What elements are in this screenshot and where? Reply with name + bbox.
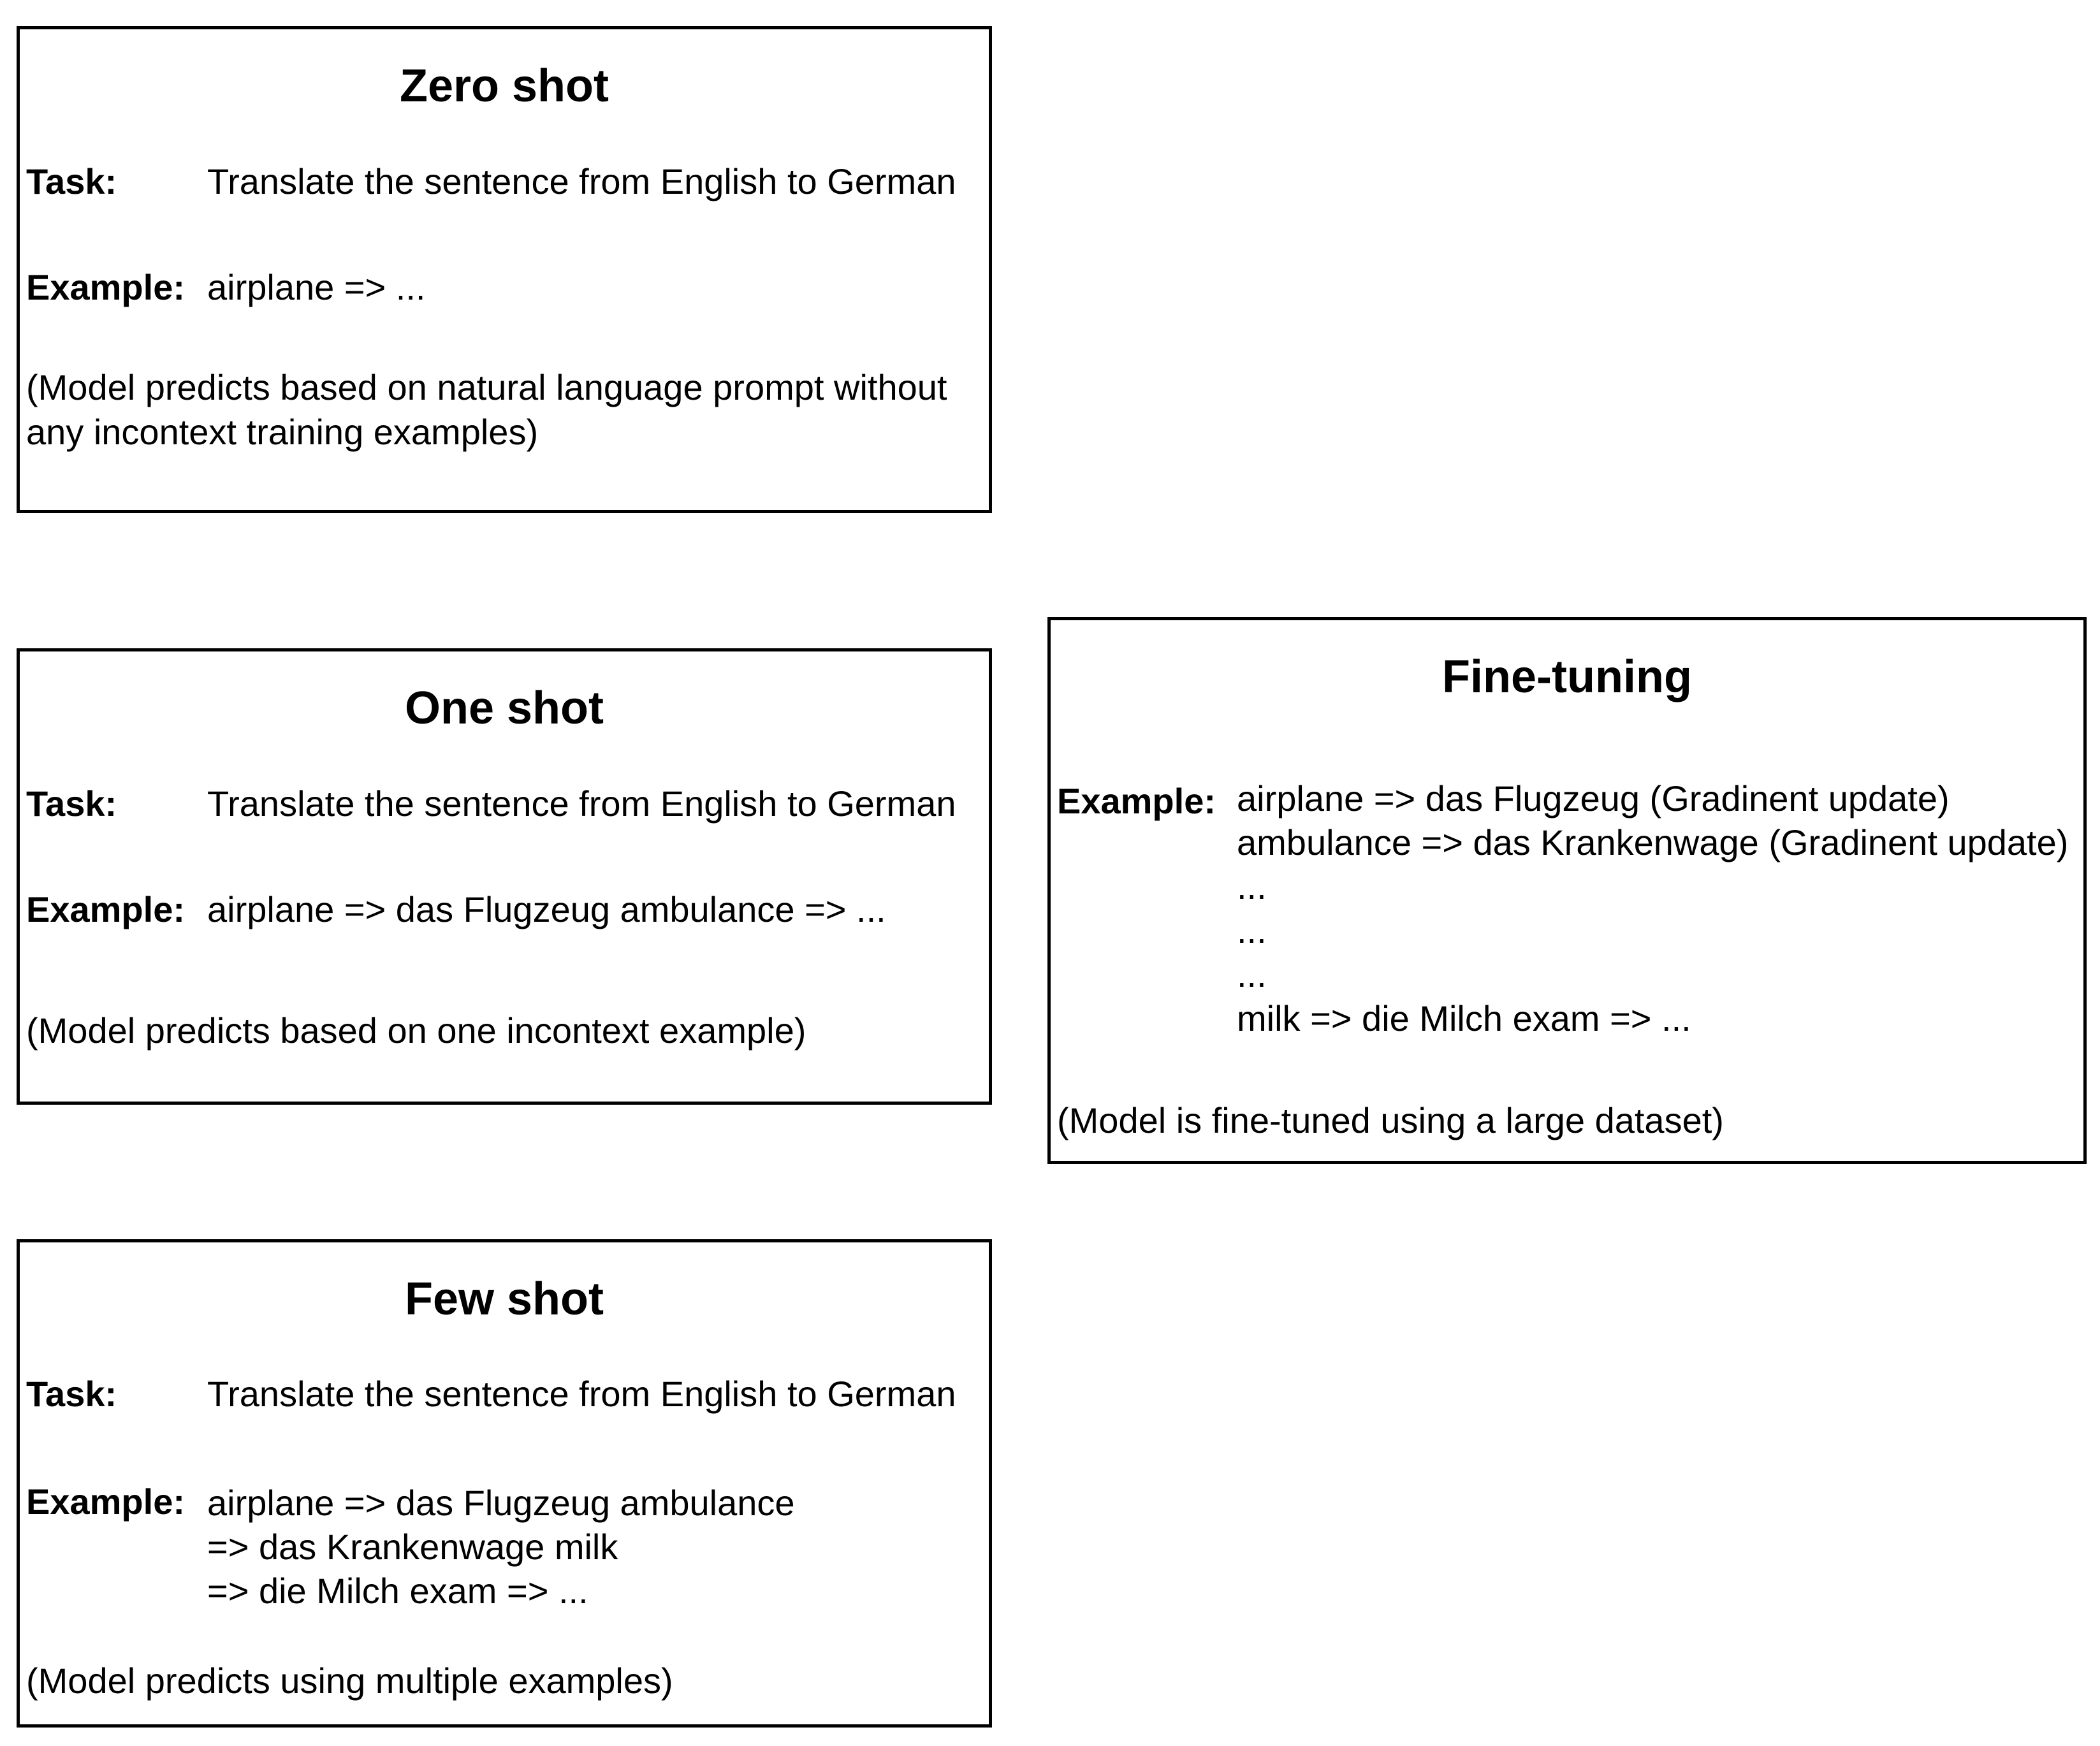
fine-tuning-example-line: ... — [1237, 910, 1267, 950]
fine-tuning-example-line: milk => die Milch exam => ... — [1237, 998, 1691, 1038]
fine-tuning-example-label: Example: — [1057, 781, 1216, 821]
one-shot-box — [17, 648, 992, 1105]
zero-shot-task-label: Task: — [26, 161, 117, 201]
fine-tuning-example-line: ambulance => das Krankenwage (Gradinent update) — [1237, 822, 2069, 862]
fine-tuning-example-line: ... — [1237, 954, 1267, 994]
few-shot-example-line: => die Milch exam => ... — [207, 1571, 588, 1611]
zero-shot-task-text: Translate the sentence from English to German — [207, 161, 956, 201]
few-shot-title: Few shot — [404, 1274, 604, 1325]
few-shot-example-line: airplane => das Flugzeug ambulance — [207, 1483, 795, 1523]
one-shot-note: (Model predicts based on one incontext example) — [26, 1010, 806, 1051]
few-shot-example-label: Example: — [26, 1481, 185, 1522]
one-shot-task-text: Translate the sentence from English to German — [207, 783, 956, 824]
few-shot-note: (Model predicts using multiple examples) — [26, 1661, 673, 1701]
zero-shot-example-text: airplane => ... — [207, 267, 426, 307]
fine-tuning-box — [1047, 617, 2087, 1164]
few-shot-example-lines — [207, 1481, 795, 1613]
few-shot-box — [17, 1239, 992, 1728]
few-shot-example-line: => das Krankenwage milk — [207, 1527, 618, 1567]
fine-tuning-note: (Model is fine-tuned using a large dataset) — [1057, 1100, 1724, 1140]
fine-tuning-title: Fine-tuning — [1442, 651, 1692, 702]
zero-shot-box — [17, 26, 992, 513]
few-shot-task-label: Task: — [26, 1374, 117, 1414]
fine-tuning-example-lines — [1237, 776, 2068, 1040]
one-shot-example-text: airplane => das Flugzeug ambulance => ... — [207, 889, 886, 929]
one-shot-task-label: Task: — [26, 783, 117, 824]
zero-shot-note: (Model predicts based on natural language prompt without any incontext training examples) — [26, 367, 947, 452]
fine-tuning-example-line: airplane => das Flugzeug (Gradinent update) — [1237, 778, 1950, 818]
one-shot-example-label: Example: — [26, 889, 185, 929]
one-shot-title: One shot — [404, 683, 604, 734]
fine-tuning-example-line: ... — [1237, 866, 1267, 906]
zero-shot-example-label: Example: — [26, 267, 185, 307]
zero-shot-title: Zero shot — [399, 61, 609, 112]
few-shot-task-text: Translate the sentence from English to German — [207, 1374, 956, 1414]
